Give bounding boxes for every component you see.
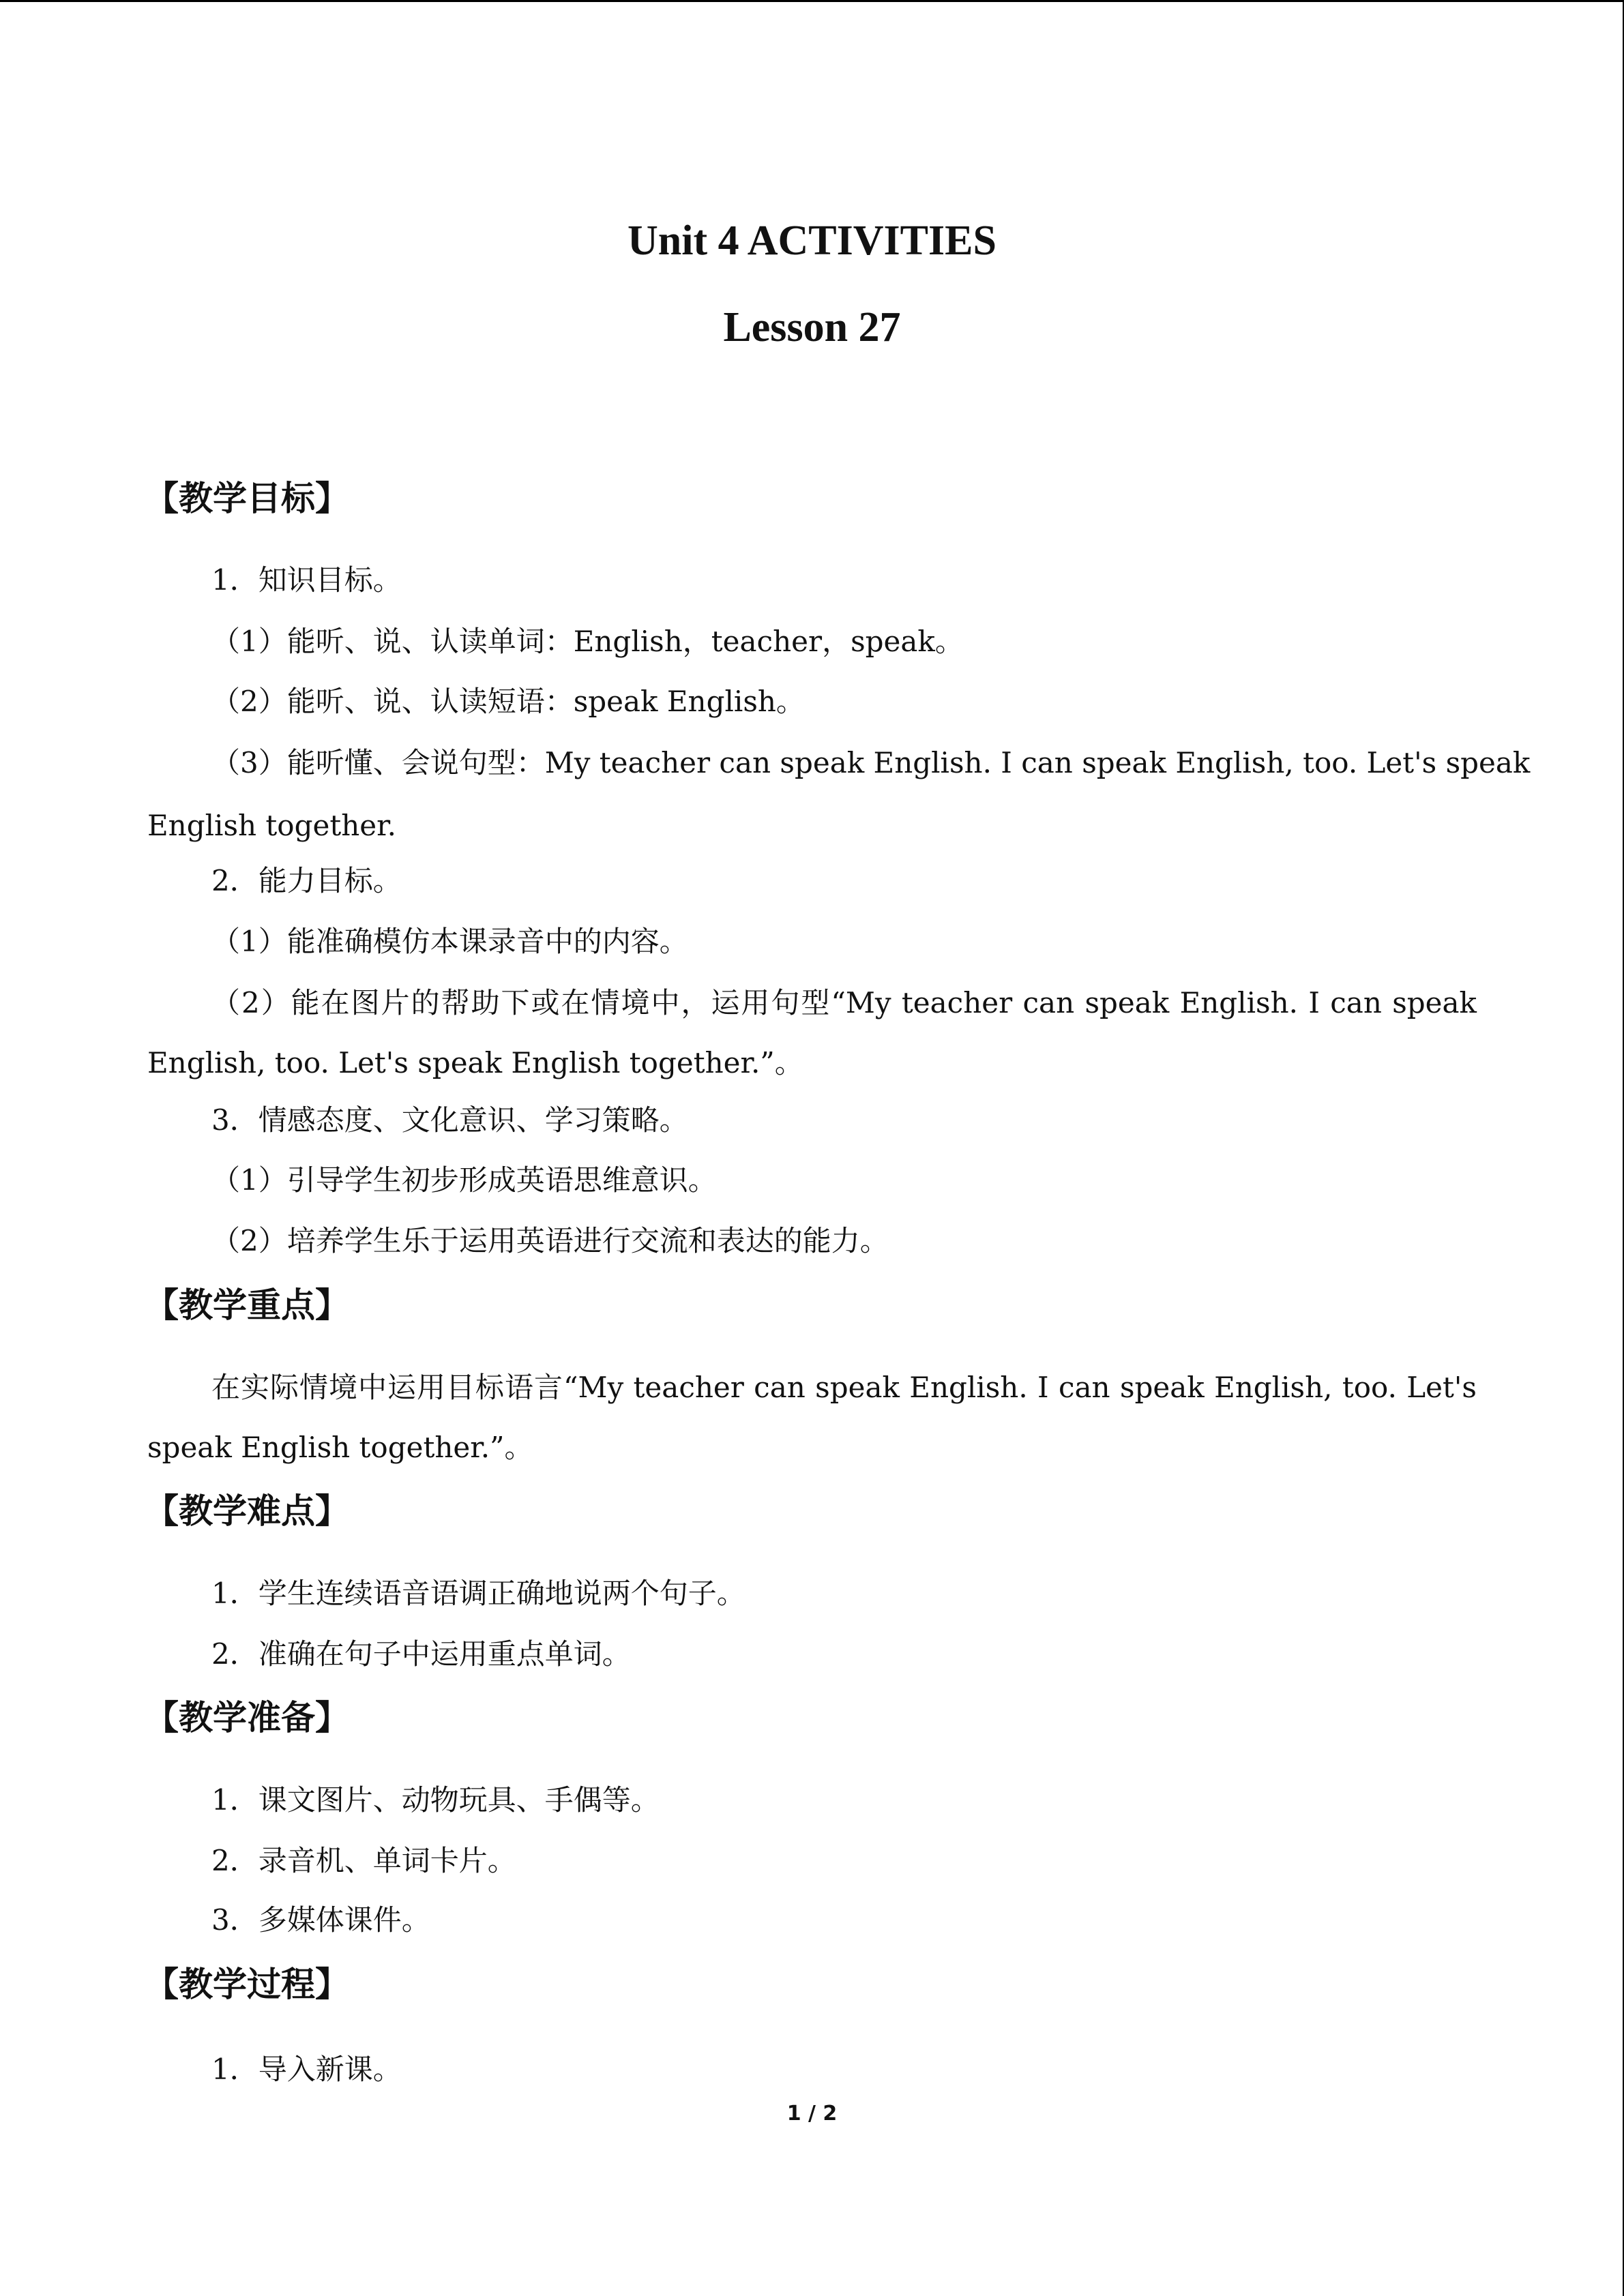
emotion-item-2: （2）培养学生乐于运用英语进行交流和表达的能力。 <box>211 1224 889 1257</box>
knowledge-item-1: （1）能听、说、认读单词：English，teacher，speak。 <box>211 625 964 658</box>
preparation-heading: 【教学准备】 <box>145 1698 349 1738</box>
lesson-title: Lesson 27 <box>723 304 901 351</box>
key-points-line-2: speak English together.”。 <box>147 1431 533 1464</box>
difficulties-heading: 【教学难点】 <box>145 1491 349 1531</box>
preparation-item-2: 2．录音机、单词卡片。 <box>211 1844 516 1877</box>
difficulty-item-1: 1．学生连续语音语调正确地说两个句子。 <box>211 1577 745 1610</box>
ability-item-1: （1）能准确模仿本课录音中的内容。 <box>211 925 688 958</box>
difficulty-item-2: 2．准确在句子中运用重点单词。 <box>211 1637 631 1671</box>
knowledge-goal: 1．知识目标。 <box>211 563 402 597</box>
ability-item-2-line-1: （2）能在图片的帮助下或在情境中，运用句型“My teacher can speak English. I can speak <box>211 986 1477 1019</box>
emotion-goal: 3．情感态度、文化意识、学习策略。 <box>211 1103 688 1137</box>
knowledge-item-3-line-2: English together. <box>147 809 396 842</box>
knowledge-item-3-line-1: （3）能听懂、会说句型：My teacher can speak English. I can speak English, too. Let's speak <box>211 746 1531 779</box>
process-heading: 【教学过程】 <box>145 1965 349 2004</box>
document-title: Unit 4 ACTIVITIES <box>628 218 996 264</box>
key-points-heading: 【教学重点】 <box>145 1285 349 1325</box>
knowledge-item-2: （2）能听、说、认读短语：speak English。 <box>211 685 805 718</box>
preparation-item-1: 1．课文图片、动物玩具、手偶等。 <box>211 1783 660 1817</box>
objectives-heading: 【教学目标】 <box>145 479 349 518</box>
process-step-1: 1．导入新课。 <box>211 2053 402 2086</box>
page-top-border <box>0 0 1624 2</box>
ability-item-2-line-2: English, too. Let's speak English together.”。 <box>147 1046 803 1079</box>
preparation-item-3: 3．多媒体课件。 <box>211 1903 430 1937</box>
ability-goal: 2．能力目标。 <box>211 864 402 897</box>
page-number: 1 / 2 <box>786 2102 838 2126</box>
key-points-line-1: 在实际情境中运用目标语言“My teacher can speak English. I can speak English, too. Let's <box>211 1371 1477 1404</box>
emotion-item-1: （1）引导学生初步形成英语思维意识。 <box>211 1163 717 1197</box>
